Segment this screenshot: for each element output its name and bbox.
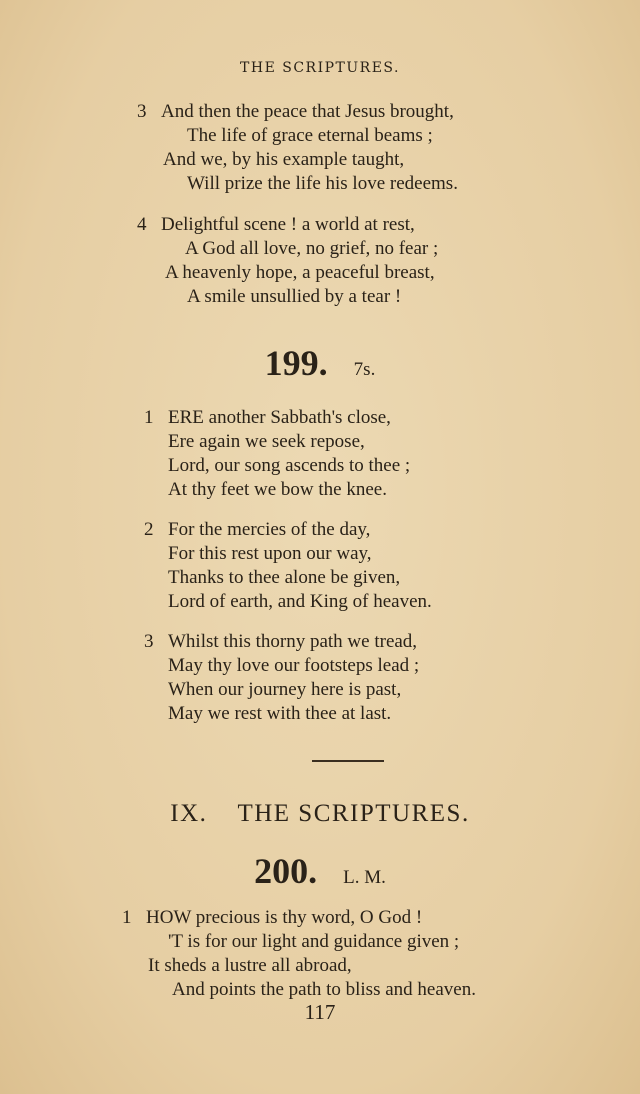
stanza-number: 2 xyxy=(144,519,154,540)
verse-line: May thy love our footsteps lead ; xyxy=(168,655,420,676)
verse-line: Thanks to thee alone be given, xyxy=(168,567,401,588)
stanza-number: 3 xyxy=(137,101,147,122)
verse-line: The life of grace eternal beams ; xyxy=(187,125,433,146)
hymn-200-heading xyxy=(0,850,640,892)
verse-line: For the mercies of the day, xyxy=(168,519,371,540)
verse-line: When our journey here is past, xyxy=(168,679,402,700)
stanza-199-1 xyxy=(144,406,410,502)
hymn-meter: 7s. xyxy=(353,359,376,380)
verse-line: Will prize the life his love redeems. xyxy=(187,173,458,194)
verse-line: HOW precious is thy word, O God ! xyxy=(146,907,423,928)
hymn-number: 200. xyxy=(254,851,318,891)
verse-line: For this rest upon our way, xyxy=(168,543,372,564)
verse-line: A God all love, no grief, no fear ; xyxy=(185,238,439,259)
verse-line: Delightful scene ! a world at rest, xyxy=(161,214,415,235)
verse-line: May we rest with thee at last. xyxy=(168,703,392,724)
verse-line: And then the peace that Jesus brought, xyxy=(161,101,454,122)
verse-line: A heavenly hope, a peaceful breast, xyxy=(165,262,435,283)
verse-line: Whilst this thorny path we tread, xyxy=(168,631,418,652)
verse-line: At thy feet we bow the knee. xyxy=(168,479,387,500)
verse-line: Lord, our song ascends to thee ; xyxy=(168,455,411,476)
verse-line: And we, by his example taught, xyxy=(163,149,405,170)
running-head: THE SCRIPTURES. xyxy=(240,60,400,76)
verse-line: Ere again we seek repose, xyxy=(168,431,365,452)
stanza-number: 4 xyxy=(137,214,147,235)
verse-line: A smile unsullied by a tear ! xyxy=(187,286,402,307)
stanza-198-4 xyxy=(137,213,438,309)
section-divider xyxy=(312,760,384,762)
verse-line: 'T is for our light and guidance given ; xyxy=(168,931,460,952)
verse-line: It sheds a lustre all abroad, xyxy=(148,955,352,976)
hymn-199-heading xyxy=(0,342,640,384)
section-numeral: IX. xyxy=(170,800,208,827)
stanza-number: 3 xyxy=(144,631,154,652)
verse-line: Lord of earth, and King of heaven. xyxy=(168,591,432,612)
section-title: THE SCRIPTURES. xyxy=(237,800,470,827)
stanza-198-3 xyxy=(137,100,458,196)
verse-line: ERE another Sabbath's close, xyxy=(168,407,391,428)
stanza-199-2 xyxy=(144,518,432,614)
stanza-number: 1 xyxy=(144,407,154,428)
hymn-number: 199. xyxy=(264,343,328,383)
page-number: 117 xyxy=(304,1000,336,1024)
section-heading xyxy=(0,800,640,828)
stanza-200-1 xyxy=(122,906,476,1002)
verse-line: And points the path to bliss and heaven. xyxy=(172,979,476,1000)
hymn-meter: L. M. xyxy=(343,867,386,888)
stanza-number: 1 xyxy=(122,907,132,928)
stanza-199-3 xyxy=(144,630,419,726)
